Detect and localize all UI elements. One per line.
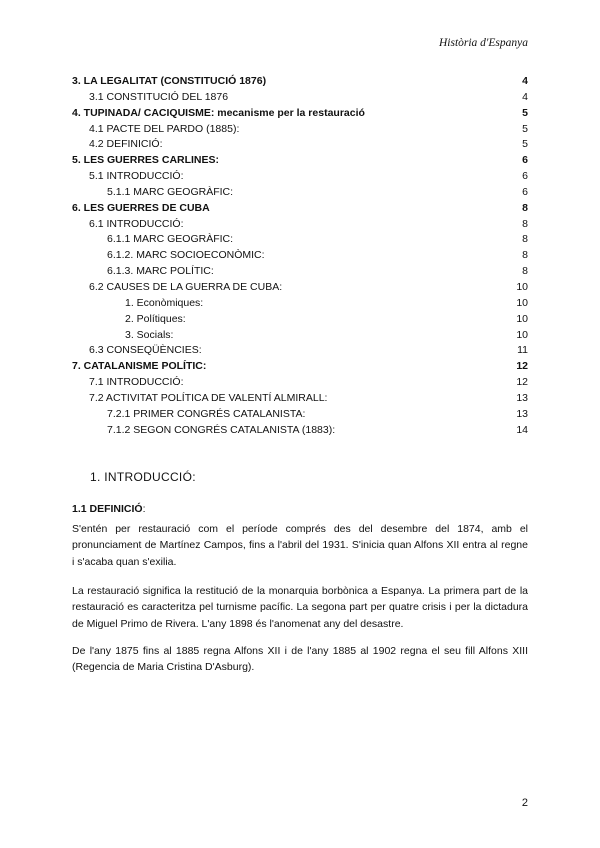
toc-entry-title: 5.1.1 MARC GEOGRÀFIC:	[107, 185, 234, 198]
subheading-suffix: :	[142, 503, 146, 515]
toc-entry-title: 4.1 PACTE DEL PARDO (1885):	[89, 122, 240, 135]
toc-entry-page: 8	[522, 217, 528, 230]
toc-entry[interactable]	[72, 106, 528, 122]
toc-entry[interactable]	[72, 343, 528, 359]
toc-entry-page: 6	[522, 170, 528, 183]
toc-entry-page: 8	[522, 201, 528, 214]
toc-entry[interactable]	[72, 248, 528, 264]
toc-entry-page: 5	[522, 122, 528, 135]
toc-entry-page: 12	[516, 376, 528, 389]
toc-entry[interactable]	[72, 312, 528, 328]
toc-entry[interactable]	[72, 122, 528, 138]
toc-entry-title: 6. LES GUERRES DE CUBA	[72, 201, 210, 214]
toc-entry-title: 5. LES GUERRES CARLINES:	[72, 154, 220, 167]
toc-entry-page: 13	[516, 391, 528, 404]
paragraph: De l'any 1875 fins al 1885 regna Alfons XII i de l'any 1885 al 1902 regna el seu fill Alfons XIII (Regencia de Maria Cristina D'Asburg).	[72, 645, 528, 674]
subheading-title: 1.1 DEFINICIÓ	[72, 503, 143, 515]
toc-entry[interactable]	[72, 185, 528, 201]
toc-entry-page: 5	[522, 138, 528, 151]
toc-entry-page: 8	[522, 249, 528, 262]
toc-entry-page: 6	[522, 154, 528, 167]
toc-entry-title: 2. Polítiques:	[125, 312, 186, 325]
toc-entry-title: 6.1.3. MARC POLÍTIC:	[107, 265, 214, 278]
toc-entry-page: 12	[516, 360, 528, 373]
page-number: 2	[521, 797, 528, 809]
toc-entry-title: 7.2 ACTIVITAT POLÍTICA DE VALENTÍ ALMIRALL:	[89, 391, 328, 404]
toc-entry-page: 5	[522, 106, 528, 119]
toc-entry-page: 6	[522, 185, 528, 198]
toc-entry-title: 5.1 INTRODUCCIÓ:	[89, 170, 184, 183]
toc-entry[interactable]	[72, 280, 528, 296]
running-header: Història d'Espanya	[438, 37, 528, 49]
toc-entry[interactable]	[72, 375, 528, 391]
toc-entry[interactable]	[72, 90, 528, 106]
subheading	[72, 503, 146, 515]
table-of-contents	[72, 74, 528, 438]
toc-entry-title: 6.1.2. MARC SOCIOECONÒMIC:	[107, 249, 265, 262]
paragraph: La restauració significa la restitució de la monarquia borbònica a Espanya. La primera part de la restauració es caracteritza pel turnisme pacífic. La segona part per quatre crisis i per la dictadura de Miguel Primo de Rivera. L'any 1898 és l'anomenat any del desastre.	[72, 585, 528, 630]
toc-entry[interactable]	[72, 169, 528, 185]
toc-entry-title: 4.2 DEFINICIÓ:	[89, 138, 163, 151]
toc-entry-page: 10	[516, 296, 528, 309]
toc-entry[interactable]	[72, 217, 528, 233]
toc-entry[interactable]	[72, 328, 528, 344]
toc-entry-title: 3. LA LEGALITAT (CONSTITUCIÓ 1876)	[72, 75, 267, 87]
toc-entry[interactable]	[72, 359, 528, 375]
toc-entry[interactable]	[72, 74, 528, 90]
toc-entry-title: 6.2 CAUSES DE LA GUERRA DE CUBA:	[89, 280, 283, 293]
toc-entry-page: 4	[522, 75, 528, 87]
toc-entry-title: 7.2.1 PRIMER CONGRÉS CATALANISTA:	[107, 407, 306, 420]
toc-entry-title: 3. Socials:	[125, 328, 174, 341]
toc-entry-title: 6.1 INTRODUCCIÓ:	[89, 217, 184, 230]
toc-entry[interactable]	[72, 391, 528, 407]
toc-entry-page: 10	[516, 312, 528, 325]
toc-entry-page: 8	[522, 265, 528, 278]
toc-entry-page: 11	[517, 344, 528, 357]
toc-entry-page: 8	[522, 233, 528, 246]
toc-entry-title: 6.3 CONSEQÜÈNCIES:	[89, 344, 202, 357]
toc-entry-title: 4. TUPINADA/ CACIQUISME: mecanisme per la restauració	[72, 106, 365, 119]
paragraph: S'entén per restauració com el període comprés des del desembre del 1874, amb el pronunciament de Martínez Campos, fins a l'abril del 1931. S'inicia quan Alfons XII entra al regne i s'acaba quan s'exilia.	[72, 523, 528, 568]
toc-entry[interactable]	[72, 423, 528, 439]
toc-entry[interactable]	[72, 232, 528, 248]
toc-entry-title: 6.1.1 MARC GEOGRÀFIC:	[107, 233, 234, 246]
toc-entry[interactable]	[72, 296, 528, 312]
toc-entry-title: 7. CATALANISME POLÍTIC:	[72, 360, 207, 373]
toc-entry-title: 1. Econòmiques:	[125, 296, 204, 309]
toc-entry[interactable]	[72, 407, 528, 423]
toc-entry-title: 3.1 CONSTITUCIÓ DEL 1876	[89, 90, 229, 103]
toc-entry-title: 7.1 INTRODUCCIÓ:	[89, 376, 184, 389]
toc-entry-page: 10	[516, 328, 528, 341]
toc-entry-page: 14	[516, 423, 528, 436]
toc-entry-page: 10	[516, 280, 528, 293]
toc-entry[interactable]	[72, 264, 528, 280]
toc-entry-title: 7.1.2 SEGON CONGRÉS CATALANISTA (1883):	[107, 423, 336, 436]
toc-entry-page: 4	[522, 90, 528, 103]
toc-entry[interactable]	[72, 201, 528, 217]
toc-entry[interactable]	[72, 137, 528, 153]
toc-entry[interactable]	[72, 153, 528, 169]
section-heading: 1. INTRODUCCIÓ:	[90, 470, 196, 484]
toc-entry-page: 13	[516, 407, 528, 420]
